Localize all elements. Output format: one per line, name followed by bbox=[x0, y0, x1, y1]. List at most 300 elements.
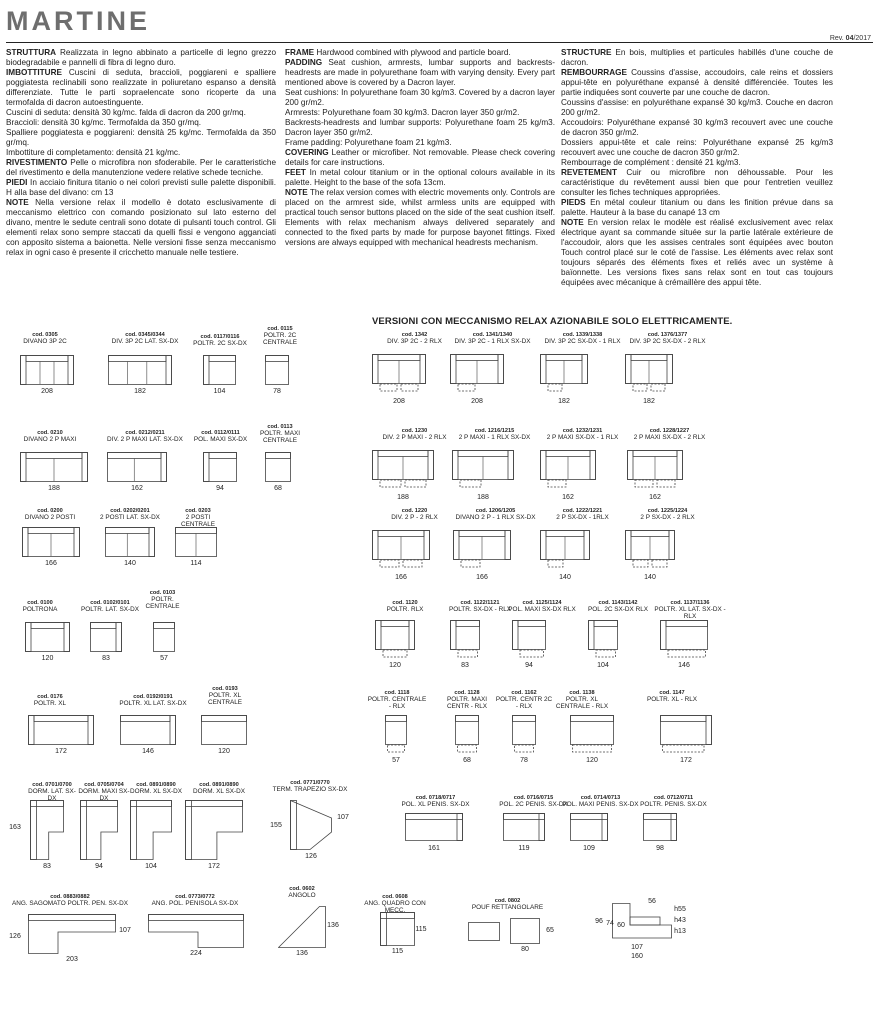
sofa-drawing bbox=[643, 813, 677, 841]
sofa-drawing bbox=[203, 355, 236, 385]
drawing-outline bbox=[626, 531, 632, 560]
paragraph-en-2 bbox=[285, 88, 555, 108]
drawing-outline bbox=[209, 453, 237, 459]
sofa-drawing bbox=[453, 530, 511, 569]
drawing-outline bbox=[602, 814, 608, 841]
item-label bbox=[90, 430, 200, 443]
item-name: DIVANO 2 POSTI bbox=[24, 514, 76, 522]
drawing-outline bbox=[91, 623, 122, 652]
dimension-label: 98 bbox=[656, 845, 664, 852]
dimension-label: 146 bbox=[678, 662, 690, 669]
drawing-outline bbox=[121, 716, 176, 745]
paragraph-key: PADDING bbox=[285, 58, 323, 67]
item-label bbox=[650, 600, 730, 620]
drawing-outline bbox=[451, 621, 480, 650]
item-code: cod. 0102/0101 bbox=[90, 600, 130, 606]
item-code: cod. 1138 bbox=[569, 690, 595, 696]
dimension-label: 120 bbox=[218, 748, 230, 755]
dimension-label: 83 bbox=[43, 863, 51, 870]
drawing-outline bbox=[456, 716, 479, 722]
drawing-outline bbox=[380, 384, 397, 391]
item-name: DIV. 3P 2C SX-DX - 2 RLX bbox=[629, 338, 706, 346]
item-label bbox=[10, 430, 90, 443]
item-label bbox=[75, 600, 145, 613]
drawing-outline bbox=[594, 621, 618, 627]
paragraph-key: COVERING bbox=[285, 148, 329, 157]
drawing-outline bbox=[666, 621, 708, 627]
revision bbox=[830, 35, 871, 42]
item-code: cod. 0771/0770 bbox=[290, 780, 330, 786]
item-name: POL. 2C PENIS. SX-DX bbox=[499, 801, 568, 809]
drawing-outline bbox=[166, 356, 172, 385]
dimension-label: 208 bbox=[393, 398, 405, 405]
dimension-label: 208 bbox=[41, 388, 53, 395]
paragraph-text: En version relax le modèle est réalisé exclusivement avec relax électrique ayant sa commande située sur la partie latérale extérieure de l'accoudoir, alors que les assises centrales sont équipées avec bouton Touch control placé sur le coté de l'assise. Les éléments avec relax sont toujours séparés des éléments fixes et reliés avec un système à baïonnette. Les versions fixes sans relax sont en tout cas toujours équipées avec mécanique à crémaillère des appui tête. bbox=[561, 218, 833, 287]
drawing-outline bbox=[515, 745, 534, 752]
paragraph-key: FEET bbox=[285, 168, 306, 177]
dimension-label: 68 bbox=[463, 757, 471, 764]
item-code: cod. 0701/0700 bbox=[32, 782, 72, 788]
item-code: cod. 1341/1340 bbox=[472, 332, 513, 338]
paragraph-it-0 bbox=[6, 48, 276, 68]
sofa-drawing bbox=[375, 620, 415, 659]
item-name: DORM. XL SX-DX bbox=[193, 788, 245, 796]
title-rule bbox=[6, 42, 873, 43]
drawing-outline bbox=[106, 528, 150, 534]
paragraph-it-1 bbox=[6, 68, 276, 108]
paragraph-it-8 bbox=[6, 198, 276, 258]
item-name: TERM. TRAPEZIO SX-DX bbox=[272, 786, 348, 794]
sofa-drawing bbox=[625, 354, 673, 393]
drawing-outline bbox=[28, 528, 74, 534]
item-code: cod. 1206/1205 bbox=[475, 508, 516, 514]
drawing-outline bbox=[170, 716, 176, 745]
paragraph-en-3 bbox=[285, 108, 555, 118]
drawing-outline bbox=[505, 531, 511, 560]
drawing-outline bbox=[458, 451, 508, 457]
item-code: cod. 1122/1121 bbox=[460, 600, 500, 606]
dimension-label: 57 bbox=[160, 655, 168, 662]
item-name: DIV. 3P 2C - 1 RLX SX-DX bbox=[454, 338, 531, 346]
dimension-label: 115 bbox=[391, 948, 404, 955]
dimension-label: 60 bbox=[617, 922, 625, 929]
drawing-outline bbox=[457, 814, 463, 841]
drawing-outline bbox=[458, 745, 477, 752]
item-label bbox=[10, 894, 130, 907]
dimension-label: 162 bbox=[649, 494, 661, 501]
item-label bbox=[642, 690, 702, 703]
dimension-label: 136 bbox=[327, 922, 339, 929]
item-label bbox=[620, 332, 715, 345]
item-name: POL. MAXI SX-DX bbox=[193, 436, 248, 444]
drawing-outline bbox=[633, 451, 677, 457]
item-code: cod. 0891/0890 bbox=[136, 782, 176, 788]
item-label bbox=[180, 782, 258, 795]
drawing-outline bbox=[424, 531, 430, 560]
drawing-outline bbox=[546, 355, 582, 361]
sofa-drawing bbox=[185, 800, 243, 860]
item-label bbox=[631, 795, 716, 808]
drawing-outline bbox=[31, 801, 64, 860]
item-code: cod. 0202/0201 bbox=[110, 508, 150, 514]
sofa-drawing bbox=[107, 452, 167, 482]
drawing-outline bbox=[631, 531, 669, 537]
dimension-label: 94 bbox=[95, 863, 103, 870]
sofa-drawing bbox=[201, 715, 247, 745]
paragraph-key: FRAME bbox=[285, 48, 315, 57]
paragraph-text: Armrests: Polyurethane foam 30 kg/m3. Dacron layer 350 gr/m2. bbox=[285, 108, 520, 117]
sofa-drawing bbox=[90, 622, 122, 652]
drawing-outline bbox=[458, 384, 475, 391]
dimension-label: 74 bbox=[606, 920, 614, 927]
drawing-outline bbox=[108, 453, 167, 482]
item-code: cod. 0113 bbox=[267, 424, 293, 430]
item-label bbox=[437, 690, 497, 710]
drawing-outline bbox=[633, 384, 647, 391]
drawing-outline bbox=[121, 716, 171, 722]
drawing-outline bbox=[508, 451, 514, 480]
sofa-drawing bbox=[372, 450, 434, 489]
item-label bbox=[367, 690, 427, 710]
dimension-label: 56 bbox=[648, 898, 656, 905]
dimension-label: 188 bbox=[48, 485, 60, 492]
sofa-drawing bbox=[588, 620, 618, 659]
drawing-outline bbox=[31, 623, 64, 629]
item-label bbox=[168, 508, 228, 528]
sofa-drawing bbox=[570, 715, 614, 754]
item-code: cod. 1339/1338 bbox=[562, 332, 603, 338]
drawing-outline bbox=[149, 915, 244, 921]
drawing-outline bbox=[403, 560, 422, 567]
item-code: cod. 0608 bbox=[382, 894, 408, 900]
dimension-label: 115 bbox=[415, 926, 427, 933]
item-code: cod. 1137/1136 bbox=[670, 600, 710, 606]
item-label bbox=[195, 686, 255, 706]
drawing-outline bbox=[657, 480, 675, 487]
paragraph-text: In metal colour titanium or in the optional colours available in its palette. Height to the base of the sofa 13cm. bbox=[285, 168, 555, 187]
drawing-outline bbox=[518, 621, 546, 627]
drawing-outline bbox=[405, 480, 426, 487]
item-label bbox=[140, 590, 185, 610]
drawing-outline bbox=[677, 451, 683, 480]
drawing-outline bbox=[81, 801, 87, 860]
drawing-outline bbox=[456, 355, 498, 361]
sofa-drawing bbox=[512, 620, 546, 659]
item-name: POLTR. MAXI CENTRALE bbox=[259, 430, 300, 445]
paragraph-text: Accoudoirs: Polyuréthane expansé 30 kg/m3 recouvert avec une couche de dacron 350 gr/m2. bbox=[561, 118, 833, 137]
dimension-label: 68 bbox=[274, 485, 282, 492]
item-name: POUF RETTANGOLARE bbox=[471, 904, 544, 912]
sofa-drawing bbox=[105, 527, 155, 557]
dimension-label: 166 bbox=[45, 560, 57, 567]
drawing-outline bbox=[381, 621, 409, 627]
item-code: cod. 0112/0111 bbox=[201, 430, 240, 436]
drawing-outline bbox=[68, 356, 74, 385]
paragraph-text: Nella versione relax il modello è dotato esclusivamente di meccanismo elettrico con comando posizionato sul lato esterno del divano, mentre le sedute centrali sono dotate di pulsanti touch control. Gli elementi relax sono sempre staccati da quelli fissi e vengono agganciati con apposito sistema a baionetta. Nelle versioni fisse senza meccanismo relax in ogni caso è presente il cricchetto manuale nelle testiere. bbox=[6, 198, 276, 257]
sofa-drawing bbox=[120, 715, 176, 745]
paragraph-key: NOTE bbox=[561, 218, 584, 227]
paragraph-it-3 bbox=[6, 118, 276, 128]
paragraph-it-5 bbox=[6, 148, 276, 158]
item-name: ANGOLO bbox=[288, 892, 316, 900]
dimension-label: 140 bbox=[644, 574, 656, 581]
drawing-outline bbox=[386, 716, 407, 722]
sofa-drawing bbox=[468, 922, 500, 946]
paragraph-text: Rembourrage de complément : densité 21 kg/m3. bbox=[561, 158, 741, 167]
paragraph-text: Coussins d'assise, accoudoirs, cale reins et dossiers appui-tête en polyuréthane expansé à densité différenciée. Toutes les partie indiquées sont couverte par une couche de dacron. bbox=[561, 68, 833, 97]
paragraph-text: Cuscini di seduta, braccioli, poggiareni e spalliere poggiatesta reclinabili sono realizzate in poliuretano espanso a densità differenziate. Tutte le parti sopraelencate sono ricoperte da una termofalda di dacron autoestinguente. bbox=[6, 68, 276, 107]
drawing-outline bbox=[456, 621, 480, 627]
drawing-outline bbox=[630, 917, 660, 925]
sofa-drawing bbox=[372, 354, 426, 393]
dimension-label: 208 bbox=[471, 398, 483, 405]
dimension-label: 104 bbox=[145, 863, 157, 870]
item-code: cod. 0210 bbox=[37, 430, 63, 436]
dimension-label: 162 bbox=[562, 494, 574, 501]
dimension-label: h13 bbox=[674, 928, 686, 935]
item-name: DIV. 2 P MAXI LAT. SX-DX bbox=[107, 436, 183, 444]
sofa-drawing bbox=[510, 918, 540, 944]
item-code: cod. 0718/0717 bbox=[415, 795, 456, 801]
dimension-label: 94 bbox=[525, 662, 533, 669]
paragraph-key: PIEDS bbox=[561, 198, 586, 207]
drawing-outline bbox=[266, 453, 291, 459]
item-code: cod. 1143/1142 bbox=[598, 600, 638, 606]
drawing-outline bbox=[266, 453, 291, 482]
drawing-outline bbox=[584, 531, 590, 560]
drawing-outline bbox=[82, 453, 88, 482]
dimension-label: 172 bbox=[680, 757, 692, 764]
item-code: cod. 1216/1215 bbox=[474, 428, 515, 434]
paragraph-text: Spalliere poggiatesta e poggiareni: densità 25 kg/mc. Termofalda da 350 gr/mq. bbox=[6, 128, 276, 147]
drawing-outline bbox=[409, 621, 415, 650]
item-label bbox=[90, 332, 200, 345]
item-label bbox=[393, 795, 478, 808]
dimension-label: 172 bbox=[55, 748, 67, 755]
drawing-outline bbox=[546, 531, 584, 537]
item-name: POLTR. PENIS. SX-DX bbox=[640, 801, 707, 809]
drawing-outline bbox=[202, 716, 247, 722]
sofa-drawing bbox=[372, 530, 430, 569]
paragraph-text: Seat cushions: In polyurethane foam 30 kg/m3. Covered by a dacron layer 200 gr/m2. bbox=[285, 88, 555, 107]
drawing-outline bbox=[644, 814, 677, 841]
drawing-outline bbox=[154, 623, 175, 629]
item-label bbox=[448, 508, 543, 521]
dimension-label: 107 bbox=[119, 927, 131, 934]
drawing-outline bbox=[706, 716, 712, 745]
item-label bbox=[10, 694, 90, 707]
drawing-outline bbox=[186, 801, 243, 807]
item-label bbox=[188, 430, 253, 443]
item-label bbox=[447, 428, 542, 441]
item-name: POLTR. XL bbox=[33, 700, 67, 708]
dimension-label: 120 bbox=[389, 662, 401, 669]
drawing-outline bbox=[21, 356, 74, 385]
item-code: cod. 1222/1221 bbox=[562, 508, 603, 514]
item-name: DIV. 2 P - 2 RLX bbox=[391, 514, 438, 522]
paragraph-key: RIVESTIMENTO bbox=[6, 158, 68, 167]
drawing-outline bbox=[548, 560, 563, 567]
sofa-drawing bbox=[540, 450, 596, 489]
paragraph-key: NOTE bbox=[6, 198, 29, 207]
item-code: cod. 1342 bbox=[401, 332, 428, 338]
sofa-drawing bbox=[25, 622, 70, 652]
item-name: DIVANO 2 P - 1 RLX SX-DX bbox=[455, 514, 536, 522]
item-name: POLTR. XL LAT. SX-DX - RLX bbox=[654, 606, 726, 621]
item-label bbox=[365, 600, 445, 613]
drawing-outline bbox=[31, 801, 37, 860]
item-name: DIV. 3P 2C - 2 RLX bbox=[387, 338, 442, 346]
sofa-drawing bbox=[265, 355, 289, 385]
paragraph-en-7 bbox=[285, 168, 555, 188]
item-label bbox=[140, 894, 250, 907]
drawing-outline bbox=[460, 480, 481, 487]
item-name: DORM. XL SX-DX bbox=[130, 788, 182, 796]
item-label bbox=[502, 600, 582, 613]
sofa-drawing bbox=[540, 354, 588, 393]
dimension-label: 78 bbox=[273, 388, 281, 395]
item-name: POLTR. XL CENTRALE - RLX bbox=[555, 696, 609, 711]
paragraph-en-8 bbox=[285, 188, 555, 248]
drawing-outline bbox=[34, 716, 88, 722]
drawing-outline bbox=[149, 528, 155, 557]
paragraph-en-0 bbox=[285, 48, 555, 58]
drawing-outline bbox=[513, 621, 519, 650]
dimension-label: 161 bbox=[428, 845, 440, 852]
paragraph-fr-6 bbox=[561, 168, 833, 198]
sofa-drawing bbox=[290, 800, 332, 850]
item-label bbox=[10, 508, 90, 521]
drawing-outline bbox=[376, 621, 382, 650]
drawing-outline bbox=[21, 356, 27, 385]
item-label bbox=[622, 428, 717, 441]
sofa-drawing bbox=[660, 620, 708, 659]
item-label bbox=[108, 694, 198, 707]
drawing-outline bbox=[548, 384, 562, 391]
item-code: cod. 0712/0711 bbox=[653, 795, 694, 801]
drawing-outline bbox=[428, 451, 434, 480]
sofa-drawing bbox=[108, 355, 172, 385]
drawing-outline bbox=[406, 814, 463, 841]
drawing-outline bbox=[381, 913, 415, 919]
drawing-outline bbox=[29, 716, 94, 745]
paragraph-text: Backrests-headrests and lumbar supports: Polyurethane foam 25 kg/m3. Dacron layer 350 gr/m2. bbox=[285, 118, 555, 137]
page-title: MARTINE bbox=[6, 6, 150, 36]
drawing-outline bbox=[26, 453, 82, 459]
drawing-outline bbox=[204, 453, 237, 482]
sofa-drawing bbox=[28, 715, 94, 745]
drawing-outline bbox=[161, 453, 167, 482]
drawing-outline bbox=[663, 745, 705, 752]
drawing-outline bbox=[548, 480, 566, 487]
item-name: POLTR. CENTRALE - RLX bbox=[367, 696, 427, 711]
drawing-outline bbox=[202, 716, 247, 745]
sofa-drawing bbox=[148, 914, 244, 948]
drawing-outline bbox=[669, 531, 675, 560]
item-code: cod. 0115 bbox=[267, 326, 293, 332]
drawing-outline bbox=[26, 623, 70, 652]
revision-num: 04 bbox=[845, 35, 854, 42]
dimension-label: 146 bbox=[142, 748, 154, 755]
dimension-label: 107 bbox=[631, 944, 643, 951]
drawing-outline bbox=[651, 384, 665, 391]
revision-prefix: Rev. bbox=[829, 35, 846, 42]
item-code: cod. 0602 bbox=[289, 886, 315, 892]
paragraph-key: STRUCTURE bbox=[561, 48, 612, 57]
dimension-label: 80 bbox=[521, 946, 529, 953]
dimension-label: 140 bbox=[559, 574, 571, 581]
drawing-outline bbox=[186, 801, 243, 860]
drawing-outline bbox=[176, 528, 217, 534]
sofa-drawing bbox=[130, 800, 172, 860]
item-code: cod. 1125/1124 bbox=[522, 600, 562, 606]
drawing-outline bbox=[116, 623, 122, 652]
sofa-drawing bbox=[540, 530, 590, 569]
dimension-label: 65 bbox=[546, 927, 554, 934]
item-label bbox=[95, 508, 165, 521]
drawing-outline bbox=[458, 650, 478, 657]
dimension-label: 166 bbox=[476, 574, 488, 581]
drawing-outline bbox=[401, 384, 418, 391]
drawing-outline bbox=[209, 356, 236, 362]
sofa-drawing bbox=[660, 715, 712, 754]
dimension-label: 114 bbox=[190, 560, 202, 567]
item-name: POLTR. 2C CENTRALE bbox=[262, 332, 298, 347]
drawing-outline bbox=[406, 814, 463, 820]
paragraph-text: Leather or microfiber. Not removable. Please check covering details for care instructions. bbox=[285, 148, 555, 167]
sofa-drawing bbox=[455, 715, 479, 754]
item-code: cod. 1118 bbox=[384, 690, 410, 696]
drawing-outline bbox=[81, 801, 118, 807]
drawing-outline bbox=[520, 650, 544, 657]
sofa-drawing bbox=[385, 715, 407, 754]
dimension-label: 78 bbox=[520, 757, 528, 764]
drawing-outline bbox=[571, 716, 614, 722]
dimension-label: 136 bbox=[296, 950, 308, 957]
item-code: cod. 1120 bbox=[392, 600, 418, 606]
drawing-outline bbox=[109, 356, 167, 362]
item-name: POL. MAXI SX-DX RLX bbox=[508, 606, 576, 614]
revision-year: /2017 bbox=[853, 35, 871, 42]
item-code: cod. 1220 bbox=[401, 508, 428, 514]
drawing-outline bbox=[613, 904, 672, 939]
drawing-outline bbox=[635, 480, 653, 487]
drawing-outline bbox=[652, 560, 667, 567]
drawing-outline bbox=[589, 621, 595, 650]
item-name: ANG. POL. PENISOLA SX-DX bbox=[151, 900, 239, 908]
sofa-drawing bbox=[452, 450, 514, 489]
drawing-outline bbox=[380, 480, 401, 487]
drawing-outline bbox=[644, 814, 677, 820]
paragraph-key: REVETEMENT bbox=[561, 168, 617, 177]
paragraph-fr-5 bbox=[561, 158, 833, 168]
dimension-label: 96 bbox=[595, 918, 603, 925]
drawing-outline bbox=[106, 528, 155, 557]
item-code: cod. 0714/0713 bbox=[580, 795, 621, 801]
drawing-outline bbox=[29, 716, 35, 745]
item-name: POLTR. LAT. SX-DX bbox=[80, 606, 139, 614]
drawing-outline bbox=[31, 801, 64, 807]
drawing-outline bbox=[631, 355, 667, 361]
dimension-label: 94 bbox=[216, 485, 224, 492]
dimension-label: h43 bbox=[674, 917, 686, 924]
paragraph-en-1 bbox=[285, 58, 555, 88]
item-code: cod. 0802 bbox=[494, 898, 521, 904]
text-column-en bbox=[285, 48, 555, 248]
dimension-label: 182 bbox=[643, 398, 655, 405]
drawing-outline bbox=[420, 355, 426, 384]
item-code: cod. 0705/0704 bbox=[84, 782, 124, 788]
